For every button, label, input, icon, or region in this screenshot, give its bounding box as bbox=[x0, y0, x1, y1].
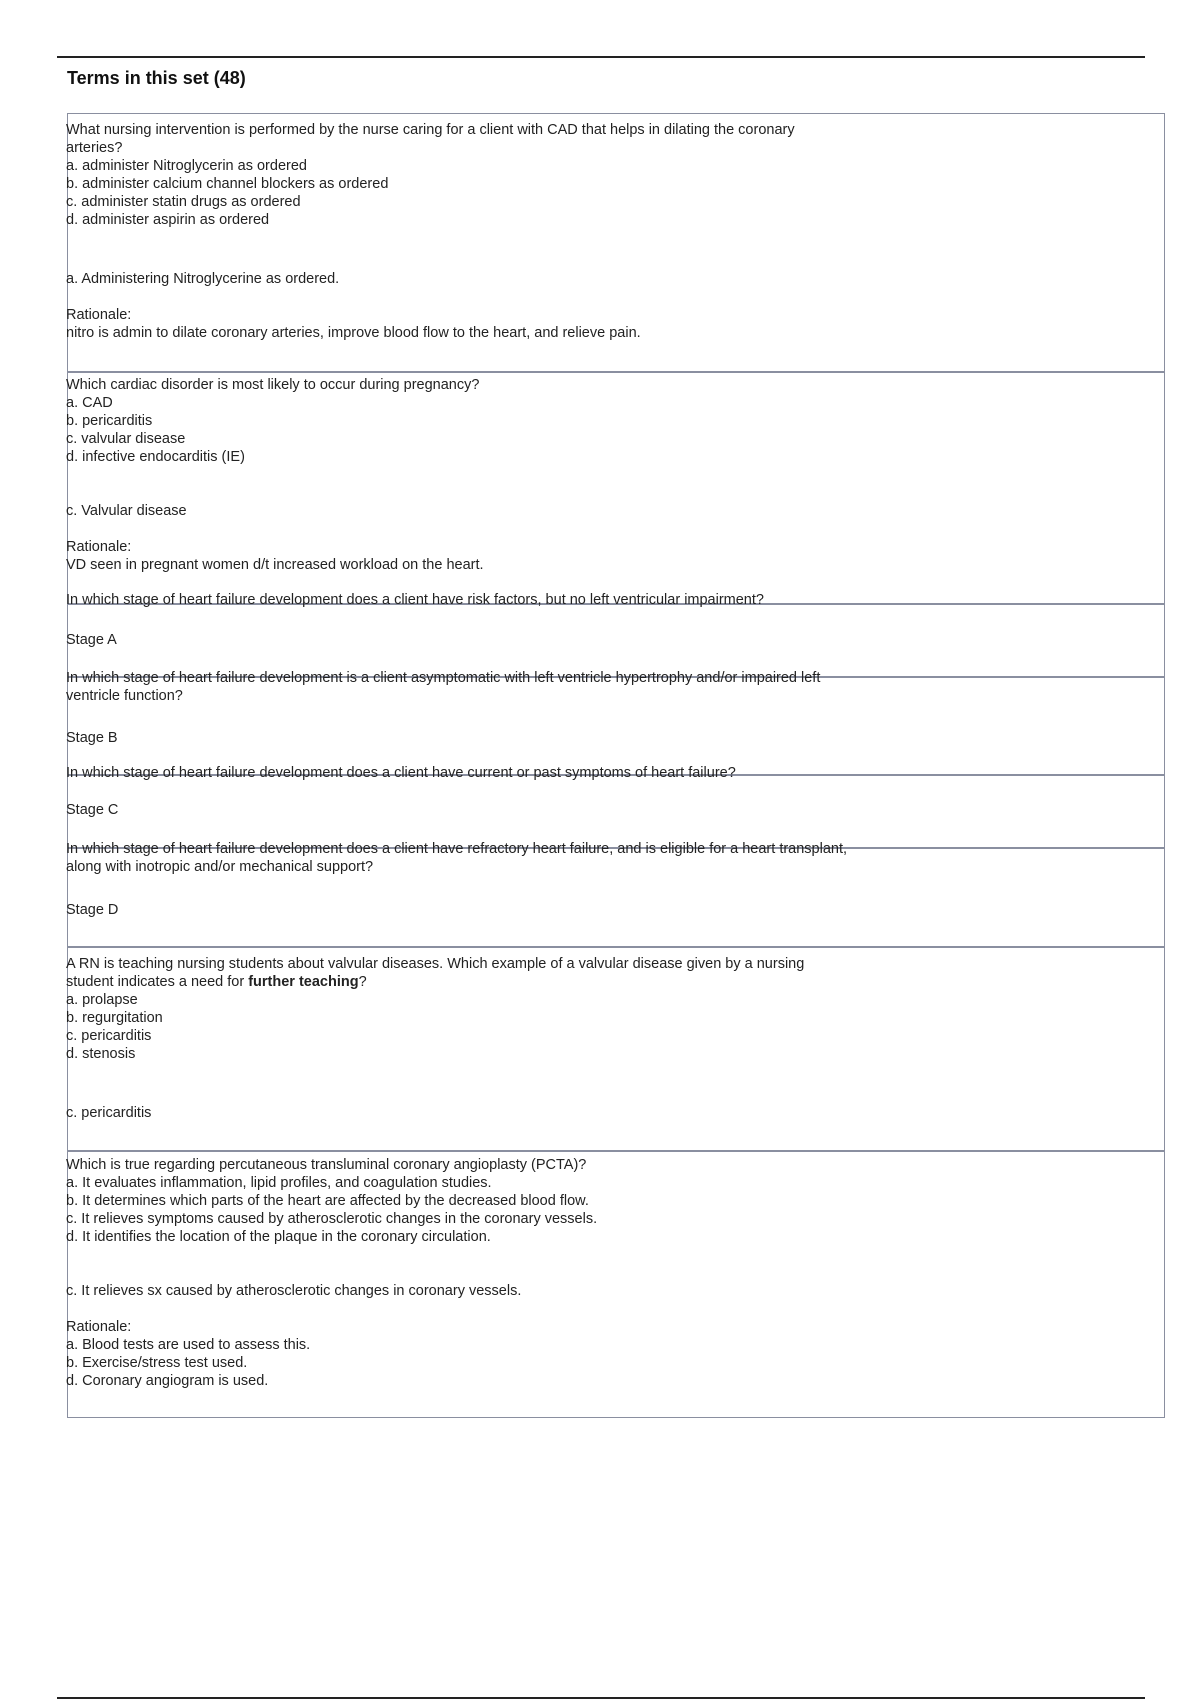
card-7-definition: c. pericarditis bbox=[66, 1105, 152, 1121]
flashcard-3 bbox=[67, 604, 1165, 677]
card-5-definition: Stage C bbox=[66, 802, 119, 818]
card-3-definition: Stage A bbox=[66, 632, 117, 648]
page-title: Terms in this set (48) bbox=[67, 68, 246, 88]
card-6-definition: Stage D bbox=[66, 902, 119, 918]
card-7-term-emphasis: further teaching bbox=[248, 974, 359, 990]
card-5-term: In which stage of heart failure development does a client have current or past symptoms of heart failure? bbox=[66, 765, 736, 781]
card-8-definition: c. It relieves sx caused by atherosclerotic changes in coronary vessels. Rationale: a. Blood tests are used to assess this. b. Exercise/stress test used. d. Coronary angiogram is used. bbox=[66, 1283, 522, 1389]
card-6-term: In which stage of heart failure development does a client have refractory heart failure, and is eligible for a heart transplant, along with inotropic and/or mechanical support? bbox=[66, 841, 848, 875]
card-8-term: Which is true regarding percutaneous transluminal coronary angioplasty (PCTA)? a. It evaluates inflammation, lipid profiles, and coagulation studies. b. It determines which parts of the heart are affected by the decreased blood flow. c. It relieves symptoms caused by atherosclerotic changes in the coronary vessels. d. It identifies the location of the plaque in the coronary circulation. bbox=[66, 1157, 598, 1245]
card-7-term-line2-pre: student indicates a need for bbox=[66, 974, 249, 990]
card-7-term-line2-post: ? bbox=[358, 974, 367, 990]
card-2-term: Which cardiac disorder is most likely to occur during pregnancy? a. CAD b. pericarditis c. valvular disease d. infective endocarditis (IE) bbox=[66, 377, 480, 465]
card-3-term: In which stage of heart failure development does a client have risk factors, but no left ventricular impairment? bbox=[66, 592, 764, 608]
card-7-term-line1: A RN is teaching nursing students about valvular diseases. Which example of a valvular disease given by a nursing bbox=[66, 956, 805, 972]
card-7-term-line2 bbox=[66, 973, 367, 991]
card-1-definition: a. Administering Nitroglycerine as ordered. Rationale: nitro is admin to dilate coronary arteries, improve blood flow to the heart, and relieve pain. bbox=[66, 271, 641, 341]
card-4-definition: Stage B bbox=[66, 730, 118, 746]
card-1-term: What nursing intervention is performed by the nurse caring for a client with CAD that helps in dilating the coronary arteries? a. administer Nitroglycerin as ordered b. administer calcium channel blockers as ordered c. administer statin drugs as ordered d. administer aspirin as ordered bbox=[66, 122, 795, 228]
top-rule bbox=[57, 56, 1145, 58]
flashcard-5 bbox=[67, 775, 1165, 848]
bottom-rule bbox=[57, 1697, 1145, 1699]
card-4-term: In which stage of heart failure development is a client asymptomatic with left ventricle hypertrophy and/or impaired left ventricle function? bbox=[66, 670, 821, 704]
card-7-term-options: a. prolapse b. regurgitation c. pericarditis d. stenosis bbox=[66, 992, 163, 1062]
card-2-definition: c. Valvular disease Rationale: VD seen in pregnant women d/t increased workload on the heart. bbox=[66, 503, 484, 573]
